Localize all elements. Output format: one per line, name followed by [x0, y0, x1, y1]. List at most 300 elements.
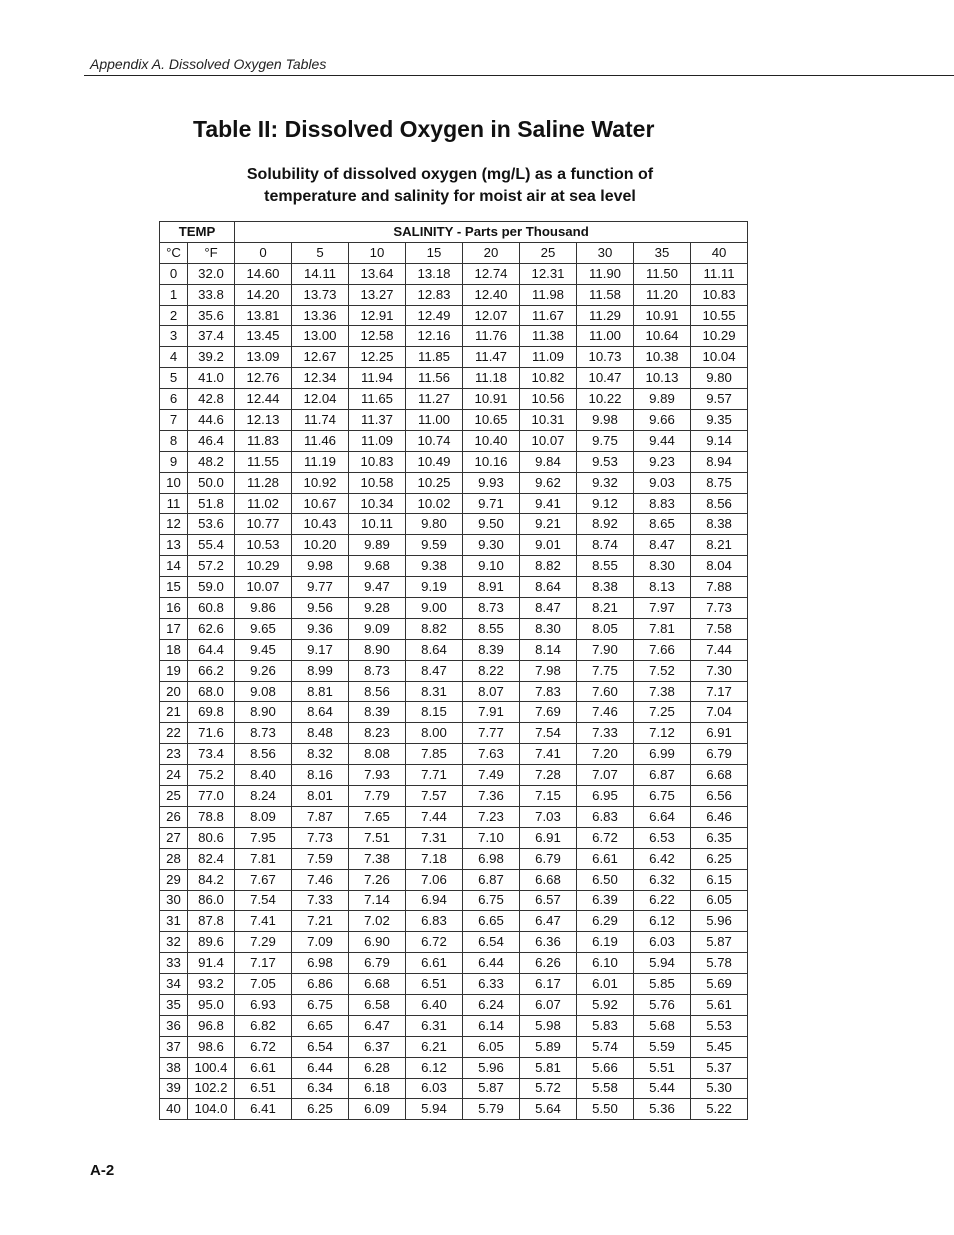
table-row [160, 389, 748, 410]
solubility-cell: 6.39 [577, 890, 634, 911]
solubility-cell: 7.21 [292, 911, 349, 932]
temp-celsius-cell: 17 [160, 618, 188, 639]
solubility-cell: 5.76 [634, 994, 691, 1015]
solubility-cell: 10.02 [406, 493, 463, 514]
temp-celsius-cell: 32 [160, 932, 188, 953]
solubility-cell: 6.68 [520, 869, 577, 890]
solubility-cell: 11.02 [235, 493, 292, 514]
temp-fahrenheit-cell: 96.8 [188, 1015, 235, 1036]
solubility-cell: 6.79 [520, 848, 577, 869]
table-row [160, 786, 748, 807]
solubility-cell: 10.73 [577, 347, 634, 368]
solubility-cell: 8.56 [691, 493, 748, 514]
solubility-cell: 10.55 [691, 305, 748, 326]
table-row [160, 953, 748, 974]
temp-celsius-cell: 31 [160, 911, 188, 932]
solubility-cell: 11.37 [349, 410, 406, 431]
solubility-cell: 8.64 [292, 702, 349, 723]
solubility-cell: 7.54 [235, 890, 292, 911]
solubility-cell: 11.76 [463, 326, 520, 347]
solubility-cell: 12.91 [349, 305, 406, 326]
solubility-cell: 7.23 [463, 806, 520, 827]
solubility-cell: 6.19 [577, 932, 634, 953]
solubility-cell: 10.91 [634, 305, 691, 326]
solubility-cell: 8.83 [634, 493, 691, 514]
solubility-cell: 7.31 [406, 827, 463, 848]
solubility-cell: 8.24 [235, 786, 292, 807]
solubility-cell: 5.78 [691, 953, 748, 974]
solubility-cell: 9.86 [235, 598, 292, 619]
solubility-cell: 7.03 [520, 806, 577, 827]
solubility-cell: 11.20 [634, 284, 691, 305]
solubility-cell: 6.51 [406, 974, 463, 995]
solubility-cell: 6.93 [235, 994, 292, 1015]
solubility-cell: 9.38 [406, 556, 463, 577]
salinity-column-header: 40 [691, 242, 748, 263]
solubility-cell: 6.22 [634, 890, 691, 911]
table-row [160, 1015, 748, 1036]
solubility-cell: 12.83 [406, 284, 463, 305]
solubility-cell: 6.72 [406, 932, 463, 953]
solubility-cell: 5.22 [691, 1099, 748, 1120]
temp-celsius-cell: 5 [160, 368, 188, 389]
solubility-cell: 6.03 [406, 1078, 463, 1099]
solubility-cell: 10.56 [520, 389, 577, 410]
solubility-cell: 9.32 [577, 472, 634, 493]
solubility-cell: 9.01 [520, 535, 577, 556]
solubility-cell: 6.86 [292, 974, 349, 995]
solubility-cell: 6.25 [691, 848, 748, 869]
solubility-cell: 11.65 [349, 389, 406, 410]
temp-fahrenheit-cell: 89.6 [188, 932, 235, 953]
solubility-cell: 6.15 [691, 869, 748, 890]
solubility-cell: 7.33 [292, 890, 349, 911]
solubility-cell: 7.26 [349, 869, 406, 890]
solubility-cell: 7.30 [691, 660, 748, 681]
solubility-cell: 9.26 [235, 660, 292, 681]
solubility-cell: 12.49 [406, 305, 463, 326]
table-row [160, 514, 748, 535]
solubility-cell: 5.45 [691, 1036, 748, 1057]
temp-fahrenheit-cell: 87.8 [188, 911, 235, 932]
solubility-cell: 8.15 [406, 702, 463, 723]
solubility-cell: 5.64 [520, 1099, 577, 1120]
column-header-row [160, 242, 748, 263]
solubility-cell: 6.47 [520, 911, 577, 932]
unit-fahrenheit: °F [188, 242, 235, 263]
solubility-cell: 13.18 [406, 263, 463, 284]
solubility-cell: 7.07 [577, 765, 634, 786]
solubility-cell: 12.04 [292, 389, 349, 410]
solubility-cell: 13.45 [235, 326, 292, 347]
solubility-cell: 6.65 [292, 1015, 349, 1036]
solubility-cell: 8.75 [691, 472, 748, 493]
solubility-cell: 7.36 [463, 786, 520, 807]
temp-celsius-cell: 14 [160, 556, 188, 577]
salinity-column-header: 20 [463, 242, 520, 263]
solubility-cell: 6.75 [292, 994, 349, 1015]
solubility-cell: 7.49 [463, 765, 520, 786]
temp-celsius-cell: 36 [160, 1015, 188, 1036]
dissolved-oxygen-table [159, 221, 748, 1120]
table-row [160, 535, 748, 556]
running-header: Appendix A. Dissolved Oxygen Tables [90, 56, 327, 72]
solubility-cell: 8.32 [292, 744, 349, 765]
solubility-cell: 9.93 [463, 472, 520, 493]
table-row [160, 598, 748, 619]
solubility-cell: 7.12 [634, 723, 691, 744]
temp-celsius-cell: 10 [160, 472, 188, 493]
solubility-cell: 8.09 [235, 806, 292, 827]
solubility-cell: 6.35 [691, 827, 748, 848]
solubility-cell: 11.00 [577, 326, 634, 347]
solubility-cell: 6.09 [349, 1099, 406, 1120]
solubility-cell: 13.64 [349, 263, 406, 284]
solubility-cell: 12.40 [463, 284, 520, 305]
solubility-cell: 5.79 [463, 1099, 520, 1120]
solubility-cell: 9.62 [520, 472, 577, 493]
solubility-cell: 13.09 [235, 347, 292, 368]
temp-celsius-cell: 34 [160, 974, 188, 995]
solubility-cell: 11.55 [235, 451, 292, 472]
temp-fahrenheit-cell: 86.0 [188, 890, 235, 911]
salinity-column-header: 25 [520, 242, 577, 263]
temp-celsius-cell: 8 [160, 430, 188, 451]
table-row [160, 848, 748, 869]
temp-fahrenheit-cell: 35.6 [188, 305, 235, 326]
solubility-cell: 7.60 [577, 681, 634, 702]
solubility-cell: 8.64 [406, 639, 463, 660]
solubility-cell: 10.25 [406, 472, 463, 493]
group-header-row [160, 222, 748, 243]
solubility-cell: 12.25 [349, 347, 406, 368]
solubility-cell: 5.94 [634, 953, 691, 974]
solubility-cell: 6.98 [292, 953, 349, 974]
solubility-cell: 10.07 [235, 577, 292, 598]
solubility-cell: 8.30 [520, 618, 577, 639]
solubility-cell: 6.65 [463, 911, 520, 932]
solubility-cell: 11.56 [406, 368, 463, 389]
solubility-cell: 12.44 [235, 389, 292, 410]
solubility-cell: 6.05 [463, 1036, 520, 1057]
solubility-cell: 5.36 [634, 1099, 691, 1120]
solubility-cell: 6.53 [634, 827, 691, 848]
solubility-cell: 8.07 [463, 681, 520, 702]
solubility-cell: 7.81 [235, 848, 292, 869]
solubility-cell: 5.74 [577, 1036, 634, 1057]
table-row [160, 806, 748, 827]
solubility-cell: 10.40 [463, 430, 520, 451]
solubility-cell: 10.53 [235, 535, 292, 556]
solubility-cell: 9.77 [292, 577, 349, 598]
solubility-cell: 7.58 [691, 618, 748, 639]
solubility-cell: 7.91 [463, 702, 520, 723]
solubility-cell: 10.07 [520, 430, 577, 451]
solubility-cell: 7.41 [520, 744, 577, 765]
temp-fahrenheit-cell: 82.4 [188, 848, 235, 869]
temp-celsius-cell: 18 [160, 639, 188, 660]
temp-header: TEMP [160, 222, 235, 243]
solubility-cell: 5.69 [691, 974, 748, 995]
temp-celsius-cell: 30 [160, 890, 188, 911]
temp-fahrenheit-cell: 57.2 [188, 556, 235, 577]
temp-celsius-cell: 1 [160, 284, 188, 305]
solubility-cell: 6.94 [406, 890, 463, 911]
solubility-cell: 10.58 [349, 472, 406, 493]
solubility-cell: 6.24 [463, 994, 520, 1015]
solubility-cell: 8.55 [577, 556, 634, 577]
solubility-cell: 8.99 [292, 660, 349, 681]
table-row [160, 410, 748, 431]
solubility-cell: 10.13 [634, 368, 691, 389]
solubility-cell: 8.81 [292, 681, 349, 702]
solubility-cell: 6.87 [463, 869, 520, 890]
solubility-cell: 6.54 [292, 1036, 349, 1057]
solubility-cell: 8.40 [235, 765, 292, 786]
solubility-cell: 5.96 [463, 1057, 520, 1078]
solubility-cell: 6.83 [577, 806, 634, 827]
temp-celsius-cell: 12 [160, 514, 188, 535]
table-row [160, 577, 748, 598]
salinity-column-header: 15 [406, 242, 463, 263]
solubility-cell: 6.64 [634, 806, 691, 827]
temp-fahrenheit-cell: 66.2 [188, 660, 235, 681]
table-row [160, 1057, 748, 1078]
temp-fahrenheit-cell: 73.4 [188, 744, 235, 765]
temp-celsius-cell: 11 [160, 493, 188, 514]
solubility-cell: 11.98 [520, 284, 577, 305]
solubility-cell: 9.50 [463, 514, 520, 535]
table-row [160, 869, 748, 890]
header-rule [84, 75, 954, 76]
temp-celsius-cell: 16 [160, 598, 188, 619]
solubility-cell: 8.82 [520, 556, 577, 577]
temp-fahrenheit-cell: 71.6 [188, 723, 235, 744]
solubility-cell: 5.66 [577, 1057, 634, 1078]
solubility-cell: 11.19 [292, 451, 349, 472]
solubility-cell: 10.16 [463, 451, 520, 472]
solubility-cell: 6.83 [406, 911, 463, 932]
solubility-cell: 7.85 [406, 744, 463, 765]
table-row [160, 1078, 748, 1099]
solubility-cell: 6.57 [520, 890, 577, 911]
solubility-cell: 5.96 [691, 911, 748, 932]
table-row [160, 974, 748, 995]
solubility-cell: 11.38 [520, 326, 577, 347]
solubility-cell: 6.47 [349, 1015, 406, 1036]
table-row [160, 932, 748, 953]
solubility-cell: 6.29 [577, 911, 634, 932]
solubility-cell: 10.74 [406, 430, 463, 451]
solubility-cell: 12.16 [406, 326, 463, 347]
temp-fahrenheit-cell: 50.0 [188, 472, 235, 493]
solubility-cell: 9.98 [292, 556, 349, 577]
table-row [160, 368, 748, 389]
solubility-cell: 6.75 [463, 890, 520, 911]
solubility-cell: 6.05 [691, 890, 748, 911]
solubility-cell: 9.14 [691, 430, 748, 451]
solubility-cell: 9.71 [463, 493, 520, 514]
temp-celsius-cell: 28 [160, 848, 188, 869]
temp-fahrenheit-cell: 84.2 [188, 869, 235, 890]
solubility-cell: 11.09 [349, 430, 406, 451]
temp-fahrenheit-cell: 48.2 [188, 451, 235, 472]
solubility-cell: 5.44 [634, 1078, 691, 1099]
table-row [160, 347, 748, 368]
temp-fahrenheit-cell: 33.8 [188, 284, 235, 305]
solubility-cell: 6.10 [577, 953, 634, 974]
solubility-cell: 8.92 [577, 514, 634, 535]
solubility-cell: 8.56 [349, 681, 406, 702]
solubility-cell: 6.90 [349, 932, 406, 953]
solubility-cell: 8.00 [406, 723, 463, 744]
solubility-cell: 9.09 [349, 618, 406, 639]
solubility-cell: 6.33 [463, 974, 520, 995]
temp-celsius-cell: 40 [160, 1099, 188, 1120]
solubility-cell: 6.46 [691, 806, 748, 827]
solubility-cell: 8.39 [463, 639, 520, 660]
solubility-cell: 5.30 [691, 1078, 748, 1099]
solubility-cell: 11.50 [634, 263, 691, 284]
solubility-cell: 12.34 [292, 368, 349, 389]
solubility-cell: 6.14 [463, 1015, 520, 1036]
solubility-cell: 5.68 [634, 1015, 691, 1036]
solubility-cell: 9.41 [520, 493, 577, 514]
solubility-cell: 6.44 [463, 953, 520, 974]
temp-celsius-cell: 20 [160, 681, 188, 702]
solubility-cell: 9.30 [463, 535, 520, 556]
solubility-cell: 8.05 [577, 618, 634, 639]
solubility-cell: 5.59 [634, 1036, 691, 1057]
solubility-cell: 11.09 [520, 347, 577, 368]
unit-celsius: °C [160, 242, 188, 263]
solubility-cell: 9.12 [577, 493, 634, 514]
solubility-cell: 10.91 [463, 389, 520, 410]
solubility-cell: 9.45 [235, 639, 292, 660]
solubility-cell: 9.28 [349, 598, 406, 619]
temp-celsius-cell: 27 [160, 827, 188, 848]
solubility-cell: 8.13 [634, 577, 691, 598]
solubility-cell: 9.35 [691, 410, 748, 431]
temp-fahrenheit-cell: 102.2 [188, 1078, 235, 1099]
solubility-cell: 6.42 [634, 848, 691, 869]
solubility-cell: 10.20 [292, 535, 349, 556]
solubility-cell: 10.65 [463, 410, 520, 431]
solubility-cell: 8.73 [463, 598, 520, 619]
solubility-cell: 7.54 [520, 723, 577, 744]
temp-fahrenheit-cell: 68.0 [188, 681, 235, 702]
solubility-cell: 7.46 [577, 702, 634, 723]
solubility-cell: 6.21 [406, 1036, 463, 1057]
solubility-cell: 5.89 [520, 1036, 577, 1057]
table-title: Table II: Dissolved Oxygen in Saline Water [193, 116, 655, 142]
temp-celsius-cell: 19 [160, 660, 188, 681]
solubility-cell: 9.65 [235, 618, 292, 639]
solubility-cell: 14.60 [235, 263, 292, 284]
table-row [160, 430, 748, 451]
solubility-cell: 11.83 [235, 430, 292, 451]
temp-celsius-cell: 29 [160, 869, 188, 890]
solubility-cell: 6.87 [634, 765, 691, 786]
solubility-cell: 10.29 [691, 326, 748, 347]
solubility-cell: 9.53 [577, 451, 634, 472]
solubility-cell: 7.33 [577, 723, 634, 744]
temp-fahrenheit-cell: 100.4 [188, 1057, 235, 1078]
solubility-cell: 6.54 [463, 932, 520, 953]
solubility-cell: 6.28 [349, 1057, 406, 1078]
solubility-cell: 8.74 [577, 535, 634, 556]
solubility-cell: 11.27 [406, 389, 463, 410]
solubility-cell: 8.90 [235, 702, 292, 723]
temp-fahrenheit-cell: 78.8 [188, 806, 235, 827]
table-row [160, 681, 748, 702]
solubility-cell: 13.73 [292, 284, 349, 305]
page-number: A-2 [90, 1162, 115, 1179]
solubility-cell: 7.77 [463, 723, 520, 744]
solubility-cell: 8.38 [577, 577, 634, 598]
temp-celsius-cell: 33 [160, 953, 188, 974]
solubility-cell: 6.12 [406, 1057, 463, 1078]
solubility-cell: 7.20 [577, 744, 634, 765]
solubility-cell: 10.67 [292, 493, 349, 514]
solubility-cell: 8.90 [349, 639, 406, 660]
solubility-cell: 9.80 [691, 368, 748, 389]
solubility-cell: 7.28 [520, 765, 577, 786]
temp-fahrenheit-cell: 95.0 [188, 994, 235, 1015]
table-row [160, 744, 748, 765]
temp-fahrenheit-cell: 93.2 [188, 974, 235, 995]
solubility-cell: 12.67 [292, 347, 349, 368]
solubility-cell: 8.64 [520, 577, 577, 598]
solubility-cell: 6.82 [235, 1015, 292, 1036]
solubility-cell: 13.81 [235, 305, 292, 326]
solubility-cell: 11.29 [577, 305, 634, 326]
solubility-cell: 8.48 [292, 723, 349, 744]
solubility-cell: 12.58 [349, 326, 406, 347]
solubility-cell: 7.41 [235, 911, 292, 932]
solubility-cell: 8.55 [463, 618, 520, 639]
solubility-cell: 6.18 [349, 1078, 406, 1099]
solubility-cell: 11.00 [406, 410, 463, 431]
temp-fahrenheit-cell: 51.8 [188, 493, 235, 514]
solubility-cell: 8.47 [406, 660, 463, 681]
solubility-cell: 7.88 [691, 577, 748, 598]
table-row [160, 723, 748, 744]
solubility-cell: 8.08 [349, 744, 406, 765]
solubility-cell: 13.27 [349, 284, 406, 305]
solubility-cell: 8.91 [463, 577, 520, 598]
salinity-column-header: 0 [235, 242, 292, 263]
temp-celsius-cell: 6 [160, 389, 188, 410]
table-row [160, 660, 748, 681]
solubility-cell: 7.63 [463, 744, 520, 765]
solubility-cell: 7.93 [349, 765, 406, 786]
temp-fahrenheit-cell: 64.4 [188, 639, 235, 660]
subtitle-line-1: Solubility of dissolved oxygen (mg/L) as a function of [246, 166, 654, 183]
solubility-cell: 6.79 [349, 953, 406, 974]
solubility-cell: 7.15 [520, 786, 577, 807]
solubility-cell: 8.47 [520, 598, 577, 619]
solubility-cell: 12.76 [235, 368, 292, 389]
salinity-column-header: 35 [634, 242, 691, 263]
solubility-cell: 8.22 [463, 660, 520, 681]
table-row [160, 994, 748, 1015]
temp-fahrenheit-cell: 69.8 [188, 702, 235, 723]
temp-fahrenheit-cell: 91.4 [188, 953, 235, 974]
solubility-cell: 12.13 [235, 410, 292, 431]
solubility-cell: 10.77 [235, 514, 292, 535]
solubility-cell: 6.50 [577, 869, 634, 890]
